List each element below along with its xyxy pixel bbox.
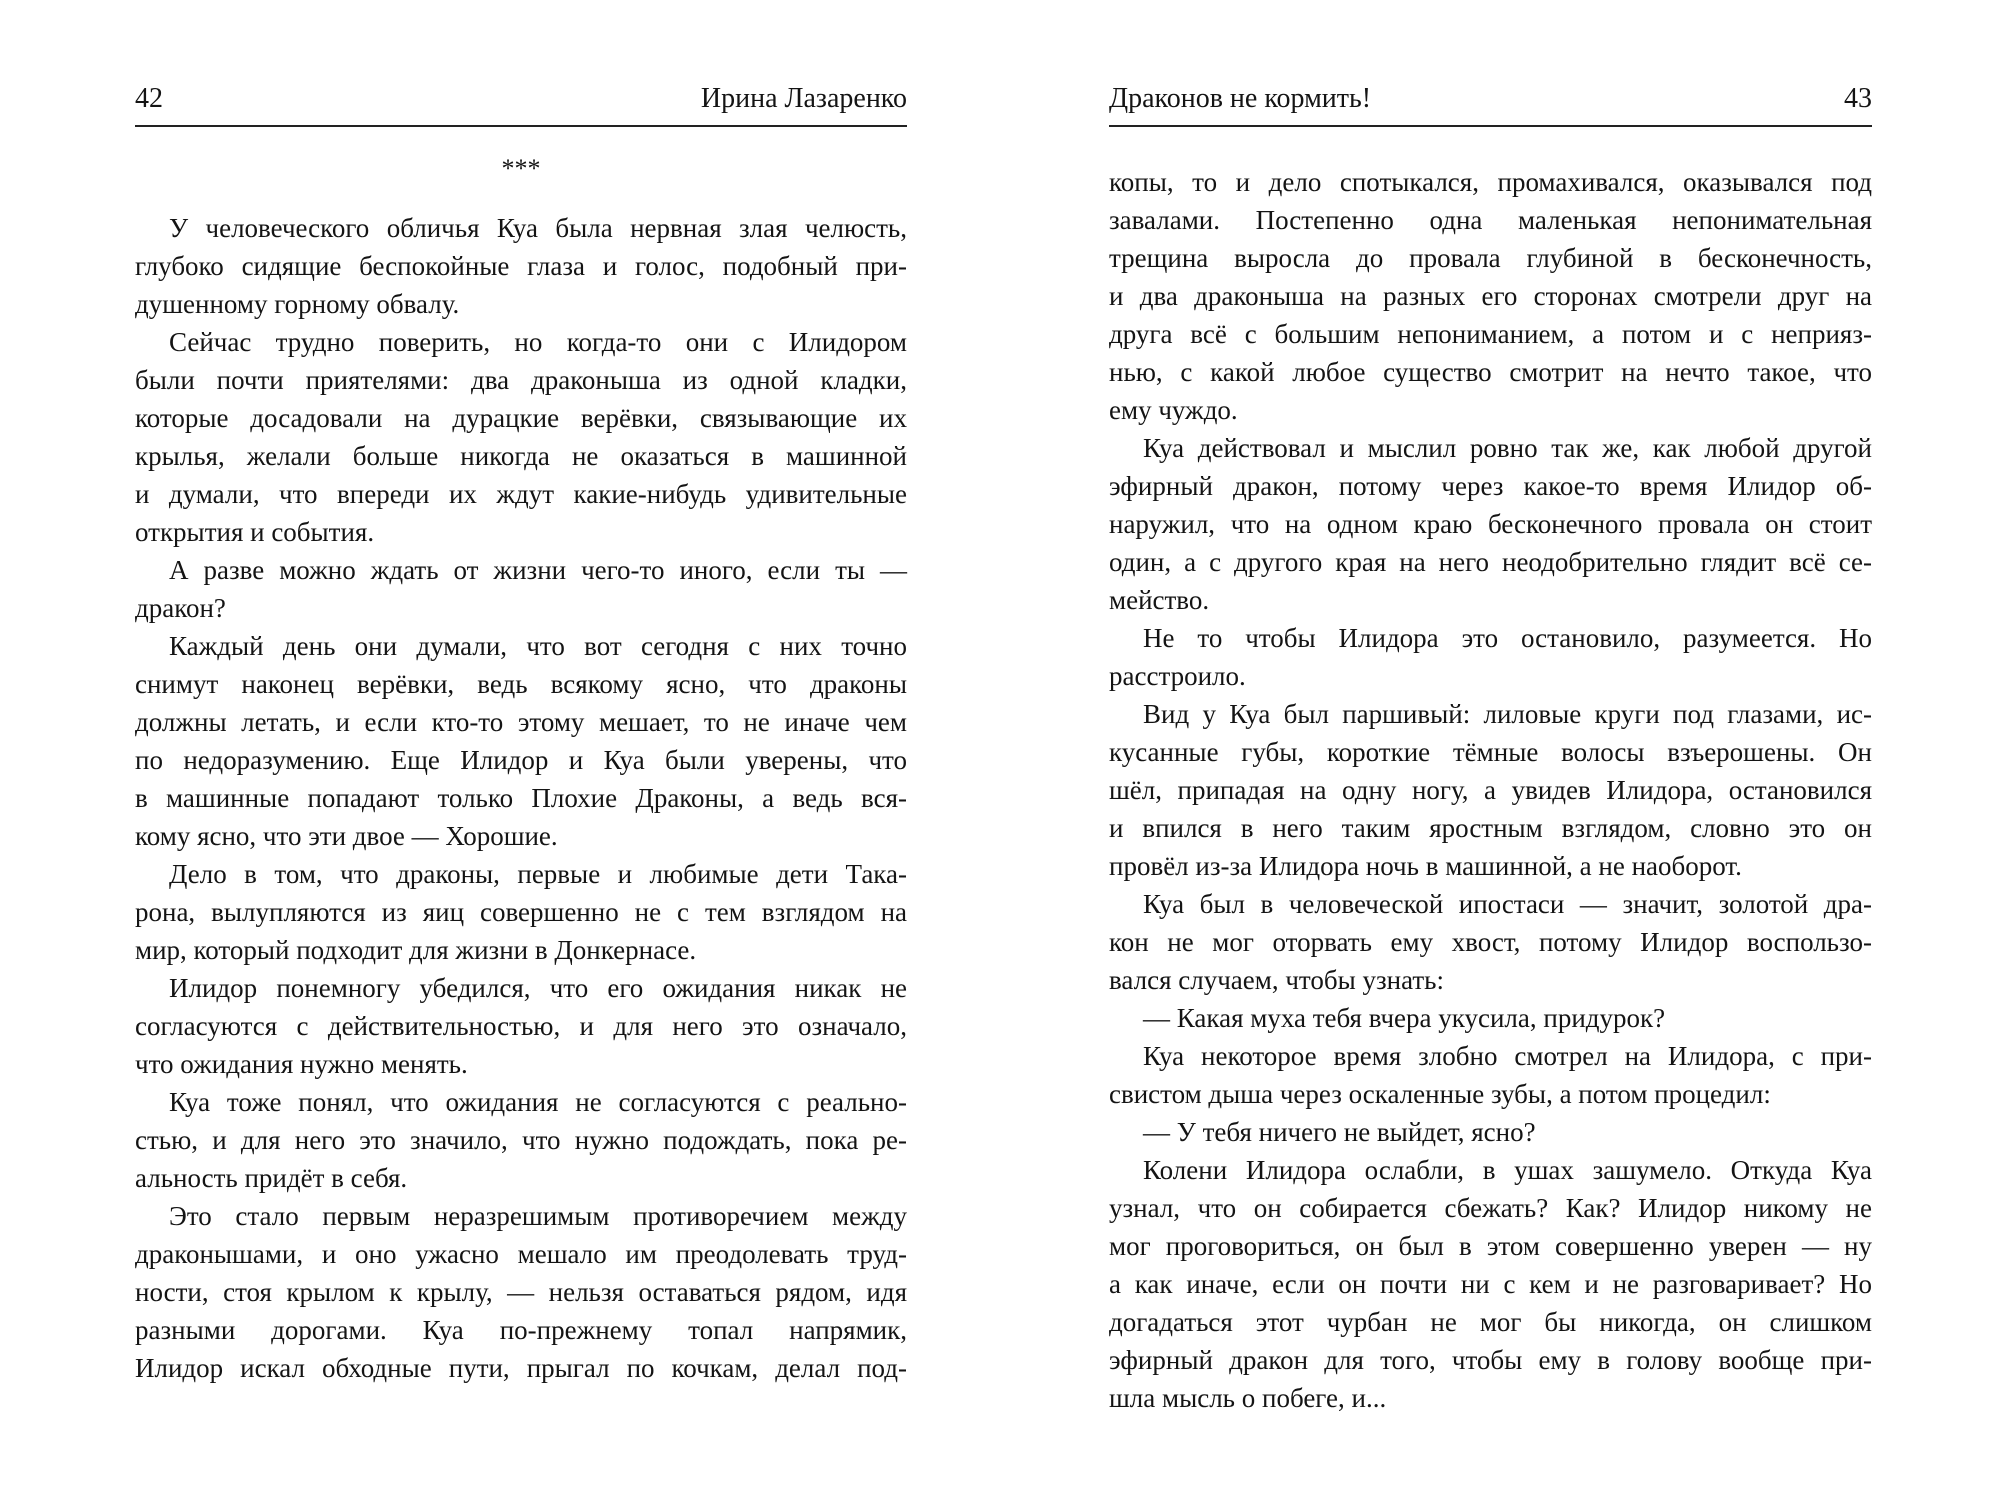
text-line: копы, то и дело спотыкался, промахивался, оказывался под [1109, 167, 1872, 197]
paragraph [135, 1197, 907, 1387]
paragraph [135, 1083, 907, 1197]
paragraph [1109, 429, 1872, 619]
text-line: которые досадовали на дурацкие верёвки, связывающие их [135, 403, 907, 433]
text-line: наружил, что на одном краю бесконечного провала он стоит [1109, 509, 1872, 539]
header-rule [1109, 125, 1872, 127]
text-line: один, а с другого края на него неодобрительно глядит всё се- [1109, 547, 1872, 577]
text-line: эфирный дракон, потому через какое-то время Илидор об- [1109, 471, 1872, 501]
text-line: Сейчас трудно поверить, но когда-то они с Илидором [169, 327, 907, 357]
text-line: друга всё с большим непониманием, а потом и с неприяз- [1109, 319, 1872, 349]
text-line: узнал, что он собирается сбежать? Как? Илидор никому не [1109, 1193, 1872, 1223]
text-line: что ожидания нужно менять. [135, 1049, 468, 1079]
left-page [135, 0, 907, 1496]
text-line: и думали, что впереди их ждут какие-нибудь удивительные [135, 479, 907, 509]
text-line: Куа действовал и мыслил ровно так же, как любой другой [1143, 433, 1872, 463]
text-line: Куа некоторое время злобно смотрел на Илидора, с при- [1143, 1041, 1872, 1071]
paragraph [135, 855, 907, 969]
text-line: рона, вылупляются из яиц совершенно не с тем взглядом на [135, 897, 907, 927]
text-line: снимут наконец верёвки, ведь всякому ясно, что драконы [135, 669, 907, 699]
text-line: завалами. Постепенно одна маленькая непонимательная [1109, 205, 1872, 235]
running-head-title: Драконов не кормить! [1109, 83, 1372, 114]
text-line: шёл, припадая на одну ногу, а увидев Илидора, остановился [1109, 775, 1872, 805]
text-line: Колени Илидора ослабли, в ушах зашумело. Откуда Куа [1143, 1155, 1872, 1185]
text-line: нью, с какой любое существо смотрит на нечто такое, что [1109, 357, 1872, 387]
page-body [135, 209, 907, 1387]
section-break: *** [501, 154, 541, 183]
header-rule [135, 125, 907, 127]
paragraph [1109, 1113, 1872, 1151]
text-line: альность придёт в себя. [135, 1163, 408, 1193]
paragraph [1109, 695, 1872, 885]
text-line: А разве можно ждать от жизни чего-то иного, если ты — [169, 555, 907, 585]
text-line: провёл из-за Илидора ночь в машинной, а не наоборот. [1109, 851, 1742, 881]
text-line: — У тебя ничего не выйдет, ясно? [1143, 1117, 1536, 1147]
text-line: мейство. [1109, 585, 1210, 615]
paragraph [135, 627, 907, 855]
text-line: догадаться этот чурбан не мог бы никогда, он слишком [1109, 1307, 1872, 1337]
text-line: мир, который подходит для жизни в Донкернасе. [135, 935, 697, 965]
text-line: драконышами, и оно ужасно мешало им преодолевать труд- [135, 1239, 907, 1269]
text-line: — Какая муха тебя вчера укусила, придурок? [1143, 1003, 1666, 1033]
text-line: У человеческого обличья Куа была нервная злая челюсть, [169, 213, 907, 243]
text-line: согласуются с действительностью, и для него это означало, [135, 1011, 907, 1041]
paragraph [135, 969, 907, 1083]
text-line: Не то чтобы Илидора это остановило, разумеется. Но [1143, 623, 1872, 653]
text-line: Вид у Куа был паршивый: лиловые круги под глазами, ис- [1143, 699, 1872, 729]
text-line: должны летать, и если кто-то этому мешает, то не иначе чем [135, 707, 907, 737]
text-line: Илидор понемногу убедился, что его ожидания никак не [169, 973, 907, 1003]
text-line: Дело в том, что драконы, первые и любимые дети Така- [169, 859, 907, 889]
paragraph [1109, 619, 1872, 695]
text-line: ности, стоя крылом к крылу, — нельзя оставаться рядом, идя [135, 1277, 907, 1307]
text-line: а как иначе, если он почти ни с кем и не разговаривает? Но [1109, 1269, 1872, 1299]
text-line: мог проговориться, он был в этом совершенно уверен — ну [1109, 1231, 1872, 1261]
page-number: 42 [135, 83, 163, 114]
text-line: по недоразумению. Еще Илидор и Куа были уверены, что [135, 745, 907, 775]
page-body [1109, 163, 1872, 1417]
text-line: разными дорогами. Куа по-прежнему топал напрямик, [135, 1315, 907, 1345]
text-line: в машинные попадают только Плохие Драконы, а ведь вся- [135, 783, 907, 813]
text-line: Каждый день они думали, что вот сегодня с них точно [169, 631, 907, 661]
text-line: и два драконыша на разных его сторонах смотрели друг на [1109, 281, 1872, 311]
text-line: трещина выросла до провала глубиной в бесконечность, [1109, 243, 1872, 273]
paragraph [1109, 163, 1872, 429]
text-line: Илидор искал обходные пути, прыгал по кочкам, делал под- [135, 1353, 907, 1383]
text-line: кусанные губы, короткие тёмные волосы взъерошены. Он [1109, 737, 1872, 767]
text-line: Куа тоже понял, что ожидания не согласуются с реально- [169, 1087, 907, 1117]
text-line: Это стало первым неразрешимым противоречием между [169, 1201, 907, 1231]
text-line: кому ясно, что эти двое — Хорошие. [135, 821, 558, 851]
text-line: шла мысль о побеге, и... [1109, 1383, 1387, 1413]
paragraph [135, 209, 907, 323]
running-head-author: Ирина Лазаренко [700, 83, 907, 114]
text-line: душенному горному обвалу. [135, 289, 460, 319]
text-line: и впился в него таким яростным взглядом, словно это он [1109, 813, 1872, 843]
text-line: Куа был в человеческой ипостаси — значит, золотой дра- [1143, 889, 1872, 919]
paragraph [1109, 1037, 1872, 1113]
text-line: эфирный дракон для того, чтобы ему в голову вообще при- [1109, 1345, 1872, 1375]
text-line: свистом дыша через оскаленные зубы, а потом процедил: [1109, 1079, 1771, 1109]
right-page [1109, 0, 1872, 1496]
text-line: вался случаем, чтобы узнать: [1109, 965, 1444, 995]
paragraph [1109, 999, 1872, 1037]
text-line: ему чуждо. [1109, 395, 1238, 425]
text-line: глубоко сидящие беспокойные глаза и голос, подобный при- [135, 251, 907, 281]
text-line: дракон? [135, 593, 226, 623]
text-line: крылья, желали больше никогда не оказаться в машинной [135, 441, 907, 471]
text-line: были почти приятелями: два драконыша из одной кладки, [135, 365, 907, 395]
text-line: открытия и события. [135, 517, 375, 547]
paragraph [1109, 885, 1872, 999]
paragraph [135, 551, 907, 627]
paragraph [135, 323, 907, 551]
text-line: расстроило. [1109, 661, 1246, 691]
text-line: кон не мог оторвать ему хвост, потому Илидор воспользо- [1109, 927, 1872, 957]
paragraph [1109, 1151, 1872, 1417]
page-number: 43 [1844, 83, 1872, 114]
text-line: стью, и для него это значило, что нужно подождать, пока ре- [135, 1125, 907, 1155]
